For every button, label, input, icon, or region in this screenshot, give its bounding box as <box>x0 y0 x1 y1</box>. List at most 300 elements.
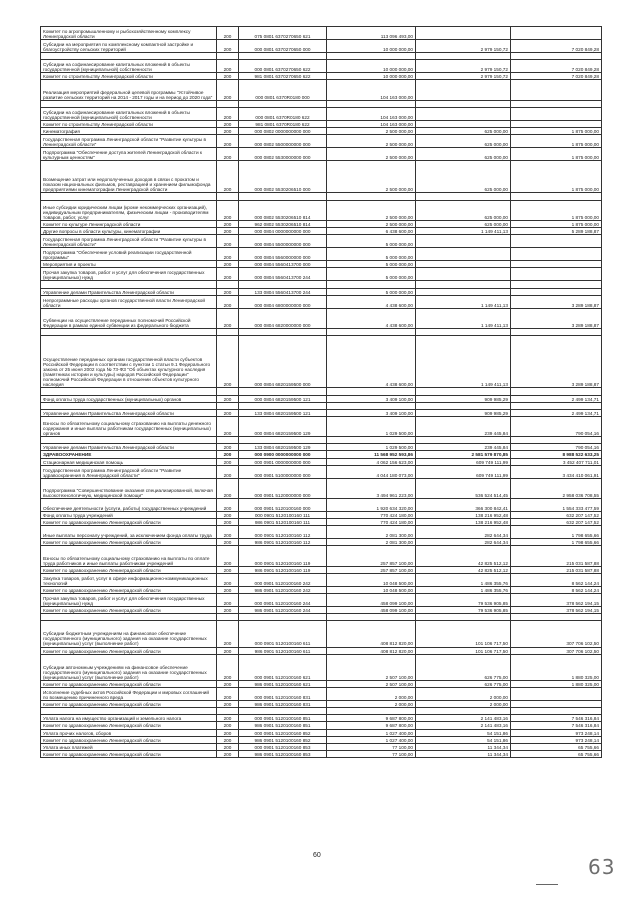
row-remaining-amount-cell: 1 798 655,66 <box>511 526 602 539</box>
row-classification-code-cell: 000 0802 5500000000 000 <box>239 135 327 148</box>
row-classification-code-cell: 000 0802 5530206510 000 <box>239 161 327 193</box>
row-classification-code-cell: 133 0804 6820159500 129 <box>239 444 327 451</box>
row-remaining-amount-cell <box>511 120 602 127</box>
row-name-cell: Уплата прочих налогов, сборов <box>41 729 217 736</box>
row-name-cell: Комитет по здравоохранению Ленинградской области <box>41 647 217 654</box>
row-approved-amount-cell: 770 424 180,00 <box>327 519 416 526</box>
row-approved-amount-cell: 10 000 000,00 <box>327 40 416 53</box>
row-name-cell: Управление делами Правительства Ленинградской области <box>41 409 217 416</box>
row-name-cell: Комитет по здравоохранению Ленинградской области <box>41 586 217 593</box>
row-name-cell <box>41 281 217 288</box>
row-name-cell: Подпрограмма "Обеспечение доступа жителей Ленинградской области к культурным ценностям" <box>41 148 217 161</box>
table-row <box>41 248 602 261</box>
row-classification-code-cell: 000 0804 6820159500 121 <box>239 395 327 402</box>
row-line-code-cell: 200 <box>217 729 239 736</box>
row-remaining-amount-cell: 7 546 316,84 <box>511 722 602 729</box>
row-name-cell: Подпрограмма "Совершенствование оказания специализированной, включая высокотехнологичную, медицинской помощи" <box>41 478 217 498</box>
row-approved-amount-cell <box>327 614 416 621</box>
row-line-code-cell: 200 <box>217 135 239 148</box>
row-approved-amount-cell: 1 027 400,00 <box>327 736 416 743</box>
row-remaining-amount-cell: 1 875 000,00 <box>511 128 602 135</box>
row-remaining-amount-cell: 1 875 000,00 <box>511 161 602 193</box>
row-classification-code-cell: 000 0901 5120100160 111 <box>239 512 327 519</box>
row-executed-amount-cell: 54 151,86 <box>416 729 511 736</box>
row-executed-amount-cell: 138 216 952,48 <box>416 519 511 526</box>
row-executed-amount-cell: 625 000,00 <box>416 128 511 135</box>
table-row <box>41 268 602 281</box>
row-line-code-cell: 200 <box>217 465 239 478</box>
row-line-code-cell: 200 <box>217 458 239 465</box>
row-classification-code-cell: 000 0901 5120100160 119 <box>239 546 327 566</box>
row-remaining-amount-cell: 973 248,14 <box>511 736 602 743</box>
table-row <box>41 539 602 546</box>
table-row <box>41 512 602 519</box>
row-executed-amount-cell: 11 344,34 <box>416 750 511 757</box>
row-approved-amount-cell: 4 044 180 073,00 <box>327 465 416 478</box>
row-classification-code-cell: 000 0801 6370R0180 622 <box>239 107 327 120</box>
row-name-cell: Субсидии на софинансирование капитальных вложений в объекты государственной (муниципальной) собственности <box>41 107 217 120</box>
row-executed-amount-cell <box>416 53 511 60</box>
row-remaining-amount-cell: 7 546 316,84 <box>511 715 602 722</box>
row-executed-amount-cell: 101 106 717,50 <box>416 647 511 654</box>
row-name-cell: Комитет по здравоохранению Ленинградской области <box>41 680 217 687</box>
table-row <box>41 308 602 328</box>
row-approved-amount-cell: 2 500 000,00 <box>327 148 416 161</box>
budget-execution-table <box>40 26 602 758</box>
row-classification-code-cell <box>239 100 327 107</box>
row-executed-amount-cell: 1 149 411,13 <box>416 308 511 328</box>
row-line-code-cell <box>217 281 239 288</box>
row-name-cell: Комитет по здравоохранению Ленинградской области <box>41 539 217 546</box>
row-name-cell: Субсидии на софинансирование капитальных вложений в объекты государственной (муниципальной) собственности <box>41 60 217 73</box>
row-approved-amount-cell: 2 000,00 <box>327 701 416 708</box>
table-row <box>41 295 602 308</box>
row-line-code-cell: 200 <box>217 268 239 281</box>
row-line-code-cell: 200 <box>217 120 239 127</box>
row-remaining-amount-cell: 65 755,66 <box>511 750 602 757</box>
row-executed-amount-cell: 2 979 150,72 <box>416 73 511 80</box>
row-approved-amount-cell: 2 500 000,00 <box>327 128 416 135</box>
table-row <box>41 60 602 73</box>
row-classification-code-cell: 986 0901 5120100160 119 <box>239 566 327 573</box>
table-row <box>41 135 602 148</box>
row-line-code-cell <box>217 402 239 409</box>
table-row <box>41 586 602 593</box>
row-executed-amount-cell <box>416 193 511 200</box>
row-name-cell: ЗДРАВООХРАНЕНИЕ <box>41 451 217 458</box>
row-line-code-cell: 200 <box>217 409 239 416</box>
row-classification-code-cell <box>239 388 327 395</box>
row-executed-amount-cell: 625 000,00 <box>416 148 511 161</box>
row-name-cell: Кинематография <box>41 128 217 135</box>
row-executed-amount-cell: 282 644,34 <box>416 526 511 539</box>
row-approved-amount-cell: 2 507 100,00 <box>327 680 416 687</box>
table-row <box>41 120 602 127</box>
row-classification-code-cell <box>239 281 327 288</box>
row-line-code-cell <box>217 193 239 200</box>
row-name-cell: Субсидии на мероприятия по комплексному компактной застройке и благоустройству сельских территорий <box>41 40 217 53</box>
table-row <box>41 336 602 388</box>
table-row <box>41 128 602 135</box>
row-line-code-cell: 200 <box>217 566 239 573</box>
row-classification-code-cell <box>239 328 327 335</box>
row-line-code-cell: 200 <box>217 722 239 729</box>
row-line-code-cell: 200 <box>217 148 239 161</box>
row-executed-amount-cell: 625 000,00 <box>416 200 511 220</box>
table-row <box>41 73 602 80</box>
row-name-cell: Прочая закупка товаров, работ и услуг для обеспечения государственных (муниципальных) нужд <box>41 594 217 607</box>
row-classification-code-cell: 000 0901 5120100160 244 <box>239 594 327 607</box>
row-approved-amount-cell: 10 000 000,00 <box>327 60 416 73</box>
row-name-cell: Мероприятия и проекты <box>41 261 217 268</box>
row-approved-amount-cell: 5 000 000,00 <box>327 248 416 261</box>
row-remaining-amount-cell <box>511 235 602 248</box>
row-executed-amount-cell <box>416 248 511 261</box>
row-classification-code-cell <box>239 708 327 715</box>
row-line-code-cell: 200 <box>217 295 239 308</box>
row-name-cell: Стационарная медицинская помощь <box>41 458 217 465</box>
row-line-code-cell: 200 <box>217 750 239 757</box>
row-remaining-amount-cell: 790 054,16 <box>511 416 602 436</box>
row-name-cell: Возмещение затрат или недополученных доходов в связи с прокатом и показом национальных фильмов, реставрацией и хранением фильмофонда предприятиями кинематографии Ленинградской области <box>41 161 217 193</box>
row-executed-amount-cell: 909 985,29 <box>416 395 511 402</box>
row-name-cell: Комитет по здравоохранению Ленинградской области <box>41 750 217 757</box>
row-classification-code-cell: 133 0804 6820159500 121 <box>239 409 327 416</box>
row-classification-code-cell: 986 0901 5120100160 853 <box>239 750 327 757</box>
row-approved-amount-cell: 3 494 961 223,00 <box>327 478 416 498</box>
row-remaining-amount-cell: 7 020 849,28 <box>511 60 602 73</box>
row-approved-amount-cell: 2 500 000,00 <box>327 135 416 148</box>
row-line-code-cell <box>217 53 239 60</box>
row-classification-code-cell: 986 0901 5120100160 851 <box>239 722 327 729</box>
row-executed-amount-cell <box>416 437 511 444</box>
row-remaining-amount-cell: 215 031 587,88 <box>511 546 602 566</box>
row-executed-amount-cell: 42 825 512,12 <box>416 546 511 566</box>
row-approved-amount-cell: 2 000,00 <box>327 687 416 700</box>
row-line-code-cell <box>217 328 239 335</box>
row-executed-amount-cell: 2 000,00 <box>416 687 511 700</box>
row-classification-code-cell: 986 0901 5120100160 621 <box>239 680 327 687</box>
row-line-code-cell: 200 <box>217 128 239 135</box>
row-approved-amount-cell <box>327 100 416 107</box>
row-remaining-amount-cell: 3 452 407 711,01 <box>511 458 602 465</box>
row-classification-code-cell: 000 0804 5560413700 000 <box>239 261 327 268</box>
row-classification-code-cell <box>239 193 327 200</box>
row-line-code-cell: 200 <box>217 680 239 687</box>
row-remaining-amount-cell: 7 020 849,28 <box>511 73 602 80</box>
row-name-cell: Уплата налога на имущество организаций и земельного налога <box>41 715 217 722</box>
row-remaining-amount-cell <box>511 100 602 107</box>
row-line-code-cell: 200 <box>217 647 239 654</box>
row-remaining-amount-cell <box>511 687 602 700</box>
row-remaining-amount-cell: 1 554 333 477,59 <box>511 498 602 511</box>
row-line-code-cell: 200 <box>217 743 239 750</box>
row-executed-amount-cell: 79 536 905,85 <box>416 607 511 614</box>
row-executed-amount-cell: 42 825 512,12 <box>416 566 511 573</box>
row-approved-amount-cell: 9 687 800,00 <box>327 722 416 729</box>
table-row <box>41 200 602 220</box>
row-approved-amount-cell: 408 812 820,00 <box>327 621 416 647</box>
row-approved-amount-cell: 1 029 500,00 <box>327 444 416 451</box>
row-classification-code-cell: 000 0804 0000000000 000 <box>239 227 327 234</box>
row-classification-code-cell <box>239 402 327 409</box>
row-name-cell: Комитет по агропромышленному и рыбохозяйственному комплексу Ленинградской области <box>41 27 217 40</box>
row-executed-amount-cell <box>416 235 511 248</box>
row-remaining-amount-cell <box>511 328 602 335</box>
row-name-cell <box>41 614 217 621</box>
row-remaining-amount-cell <box>511 288 602 295</box>
row-classification-code-cell: 000 0804 6820159500 000 <box>239 336 327 388</box>
table-row <box>41 736 602 743</box>
row-classification-code-cell: 986 0901 5120100160 244 <box>239 607 327 614</box>
row-remaining-amount-cell: 3 289 188,87 <box>511 295 602 308</box>
row-approved-amount-cell <box>327 708 416 715</box>
row-name-cell: Уплата иных платежей <box>41 743 217 750</box>
row-remaining-amount-cell <box>511 402 602 409</box>
row-remaining-amount-cell: 8 562 144,24 <box>511 573 602 586</box>
row-line-code-cell: 200 <box>217 546 239 566</box>
row-remaining-amount-cell <box>511 614 602 621</box>
row-executed-amount-cell: 1 149 411,13 <box>416 336 511 388</box>
row-executed-amount-cell: 2 979 150,72 <box>416 60 511 73</box>
row-executed-amount-cell: 54 151,86 <box>416 736 511 743</box>
row-name-cell: Государственная программа Ленинградской области "Развитие культуры в Ленинградской области" <box>41 235 217 248</box>
row-approved-amount-cell: 2 500 000,00 <box>327 161 416 193</box>
row-line-code-cell: 200 <box>217 478 239 498</box>
row-classification-code-cell: 000 0901 5120100160 831 <box>239 687 327 700</box>
row-line-code-cell: 200 <box>217 539 239 546</box>
row-name-cell: Фонд оплаты труда учреждений <box>41 512 217 519</box>
table-row <box>41 437 602 444</box>
row-executed-amount-cell: 1 149 411,13 <box>416 227 511 234</box>
row-executed-amount-cell: 239 445,84 <box>416 416 511 436</box>
row-classification-code-cell: 000 0901 5120100160 611 <box>239 621 327 647</box>
table-row <box>41 227 602 234</box>
row-name-cell: Другие вопросы в области культуры, кинематографии <box>41 227 217 234</box>
row-remaining-amount-cell: 632 207 147,52 <box>511 519 602 526</box>
table-row <box>41 27 602 40</box>
row-line-code-cell: 200 <box>217 107 239 120</box>
row-executed-amount-cell: 2 581 579 870,85 <box>416 451 511 458</box>
row-name-cell: Взносы по обязательному социальному страхованию на выплаты денежного содержания и иные выплаты работникам государственных (муниципальных) органов <box>41 416 217 436</box>
row-executed-amount-cell <box>416 120 511 127</box>
row-remaining-amount-cell: 1 880 325,00 <box>511 680 602 687</box>
row-classification-code-cell: 000 0901 5120100160 112 <box>239 526 327 539</box>
page-number: 60 <box>313 852 321 859</box>
row-remaining-amount-cell <box>511 701 602 708</box>
row-classification-code-cell: 075 0801 6370270650 621 <box>239 27 327 40</box>
table-row <box>41 107 602 120</box>
table-row <box>41 235 602 248</box>
table-row <box>41 40 602 53</box>
row-remaining-amount-cell: 3 434 410 061,91 <box>511 465 602 478</box>
row-line-code-cell: 200 <box>217 220 239 227</box>
table-row <box>41 729 602 736</box>
table-row <box>41 465 602 478</box>
row-name-cell: Закупка товаров, работ, услуг в сфере информационно-коммуникационных технологий <box>41 573 217 586</box>
row-classification-code-cell: 000 0804 5500000000 000 <box>239 235 327 248</box>
table-row <box>41 546 602 566</box>
row-approved-amount-cell: 4 438 600,00 <box>327 308 416 328</box>
row-name-cell: Государственная программа Ленинградской области "Развитие здравоохранения в Ленинградской области" <box>41 465 217 478</box>
row-executed-amount-cell <box>416 80 511 100</box>
row-remaining-amount-cell: 2 499 134,71 <box>511 395 602 402</box>
row-executed-amount-cell: 626 775,00 <box>416 680 511 687</box>
row-executed-amount-cell: 909 985,29 <box>416 409 511 416</box>
row-classification-code-cell: 000 0801 6370270650 622 <box>239 60 327 73</box>
row-approved-amount-cell: 104 163 000,00 <box>327 107 416 120</box>
row-approved-amount-cell: 10 048 500,00 <box>327 573 416 586</box>
row-approved-amount-cell: 77 100,00 <box>327 750 416 757</box>
row-approved-amount-cell: 408 812 820,00 <box>327 647 416 654</box>
row-classification-code-cell: 986 0901 5120100160 242 <box>239 586 327 593</box>
row-remaining-amount-cell: 1 880 325,00 <box>511 654 602 680</box>
table-row <box>41 526 602 539</box>
row-approved-amount-cell: 2 081 300,00 <box>327 526 416 539</box>
row-line-code-cell: 200 <box>217 235 239 248</box>
row-remaining-amount-cell: 8 562 144,24 <box>511 586 602 593</box>
row-executed-amount-cell: 79 536 905,85 <box>416 594 511 607</box>
row-name-cell: Субсидии автономным учреждениям на финансовое обеспечение государственного (муниципального) задания на оказание государственных (муниципальных) услуг (выполнение работ) <box>41 654 217 680</box>
row-name-cell: Комитет по здравоохранению Ленинградской области <box>41 722 217 729</box>
row-remaining-amount-cell: 215 031 587,88 <box>511 566 602 573</box>
row-name-cell: Комитет по здравоохранению Ленинградской области <box>41 566 217 573</box>
row-name-cell <box>41 100 217 107</box>
row-executed-amount-cell: 239 445,84 <box>416 444 511 451</box>
row-line-code-cell: 200 <box>217 416 239 436</box>
row-approved-amount-cell: 5 000 000,00 <box>327 235 416 248</box>
row-line-code-cell: 200 <box>217 200 239 220</box>
row-executed-amount-cell <box>416 261 511 268</box>
row-line-code-cell: 200 <box>217 261 239 268</box>
row-line-code-cell: 200 <box>217 308 239 328</box>
row-name-cell <box>41 437 217 444</box>
row-approved-amount-cell <box>327 53 416 60</box>
table-row <box>41 607 602 614</box>
table-row <box>41 100 602 107</box>
row-classification-code-cell: 962 0802 5530206510 814 <box>239 220 327 227</box>
row-line-code-cell: 200 <box>217 512 239 519</box>
table-row <box>41 444 602 451</box>
row-classification-code-cell: 000 0802 0000000000 000 <box>239 128 327 135</box>
row-name-cell <box>41 388 217 395</box>
row-line-code-cell: 200 <box>217 60 239 73</box>
row-classification-code-cell: 986 0901 5120100160 112 <box>239 539 327 546</box>
row-line-code-cell: 200 <box>217 498 239 511</box>
table-row <box>41 478 602 498</box>
table-row <box>41 594 602 607</box>
table-row <box>41 680 602 687</box>
row-remaining-amount-cell: 3 289 188,87 <box>511 308 602 328</box>
row-classification-code-cell: 000 0901 5120100160 000 <box>239 498 327 511</box>
row-approved-amount-cell: 458 099 100,00 <box>327 607 416 614</box>
row-classification-code-cell: 000 0802 5530000000 000 <box>239 148 327 161</box>
row-executed-amount-cell: 1 149 411,13 <box>416 295 511 308</box>
row-line-code-cell: 200 <box>217 715 239 722</box>
row-classification-code-cell: 981 0801 6370R0180 622 <box>239 120 327 127</box>
row-approved-amount-cell: 4 438 600,00 <box>327 336 416 388</box>
row-remaining-amount-cell: 378 562 194,15 <box>511 607 602 614</box>
row-classification-code-cell: 000 0804 6820159500 129 <box>239 416 327 436</box>
table-row <box>41 402 602 409</box>
row-name-cell: Фонд оплаты труда государственных (муниципальных) органов <box>41 395 217 402</box>
row-approved-amount-cell: 9 687 800,00 <box>327 715 416 722</box>
table-row <box>41 148 602 161</box>
row-executed-amount-cell <box>416 281 511 288</box>
row-remaining-amount-cell <box>511 27 602 40</box>
row-name-cell <box>41 193 217 200</box>
row-line-code-cell: 200 <box>217 607 239 614</box>
table-row <box>41 288 602 295</box>
row-remaining-amount-cell <box>511 107 602 120</box>
row-executed-amount-cell: 1 486 355,76 <box>416 573 511 586</box>
row-approved-amount-cell: 4 062 156 623,00 <box>327 458 416 465</box>
table-row <box>41 451 602 458</box>
row-executed-amount-cell: 282 644,34 <box>416 539 511 546</box>
row-remaining-amount-cell: 1 875 000,00 <box>511 148 602 161</box>
row-approved-amount-cell <box>327 193 416 200</box>
row-approved-amount-cell: 113 096 493,00 <box>327 27 416 40</box>
row-name-cell: Осуществление переданных органам государственной власти субъектов Российской Федерации в соответствии с пунктом 1 статьи 9.1 Федерального закона от 25 июня 2002 года № 73-ФЗ "Об объектах культурного наследия (памятниках истории и культуры) народов Российской Федерации" полномочий Российской Федерации в отношении объектов культурного наследия <box>41 336 217 388</box>
row-classification-code-cell: 986 0901 5120100160 611 <box>239 647 327 654</box>
row-classification-code-cell: 000 0801 6370270650 000 <box>239 40 327 53</box>
table-body <box>41 27 602 758</box>
table-row <box>41 53 602 60</box>
table-row <box>41 566 602 573</box>
row-approved-amount-cell: 6 438 600,00 <box>327 227 416 234</box>
row-line-code-cell: 200 <box>217 687 239 700</box>
row-classification-code-cell: 986 0901 5120100160 831 <box>239 701 327 708</box>
row-line-code-cell: 200 <box>217 586 239 593</box>
row-name-cell: Иные субсидии юридическим лицам (кроме некоммерческих организаций), индивидуальным предпринимателям, физическим лицам - производителям товаров, работ, услуг <box>41 200 217 220</box>
table-row <box>41 701 602 708</box>
table-row <box>41 621 602 647</box>
row-name-cell: Непрограммные расходы органов государственной власти Ленинградской области <box>41 295 217 308</box>
row-executed-amount-cell <box>416 288 511 295</box>
table-row <box>41 409 602 416</box>
row-approved-amount-cell: 1 027 400,00 <box>327 729 416 736</box>
table-row <box>41 498 602 511</box>
row-executed-amount-cell: 2 979 150,72 <box>416 40 511 53</box>
row-classification-code-cell <box>239 53 327 60</box>
row-name-cell: Субсидии бюджетным учреждениям на финансовое обеспечение государственного (муниципального) задания на оказание государственных (муниципальных) услуг (выполнение работ) <box>41 621 217 647</box>
row-approved-amount-cell: 2 500 000,00 <box>327 220 416 227</box>
row-approved-amount-cell: 257 857 100,00 <box>327 546 416 566</box>
row-name-cell: Комитет по строительству Ленинградской области <box>41 120 217 127</box>
row-approved-amount-cell <box>327 328 416 335</box>
row-classification-code-cell <box>239 614 327 621</box>
row-executed-amount-cell: 1 486 355,76 <box>416 586 511 593</box>
row-executed-amount-cell: 366 300 842,41 <box>416 498 511 511</box>
row-approved-amount-cell: 2 081 300,00 <box>327 539 416 546</box>
row-executed-amount-cell: 609 749 111,99 <box>416 465 511 478</box>
row-remaining-amount-cell <box>511 388 602 395</box>
row-name-cell <box>41 53 217 60</box>
table-row <box>41 281 602 288</box>
table-row <box>41 261 602 268</box>
row-remaining-amount-cell: 307 706 102,50 <box>511 621 602 647</box>
row-executed-amount-cell <box>416 614 511 621</box>
row-approved-amount-cell: 770 424 180,00 <box>327 512 416 519</box>
row-approved-amount-cell: 5 000 000,00 <box>327 288 416 295</box>
row-line-code-cell: 200 <box>217 73 239 80</box>
row-line-code-cell: 200 <box>217 395 239 402</box>
row-executed-amount-cell: 536 524 514,45 <box>416 478 511 498</box>
row-executed-amount-cell: 626 775,00 <box>416 654 511 680</box>
row-remaining-amount-cell: 8 988 522 633,25 <box>511 451 602 458</box>
row-approved-amount-cell: 1 029 500,00 <box>327 416 416 436</box>
row-classification-code-cell: 000 0804 6820000000 000 <box>239 308 327 328</box>
